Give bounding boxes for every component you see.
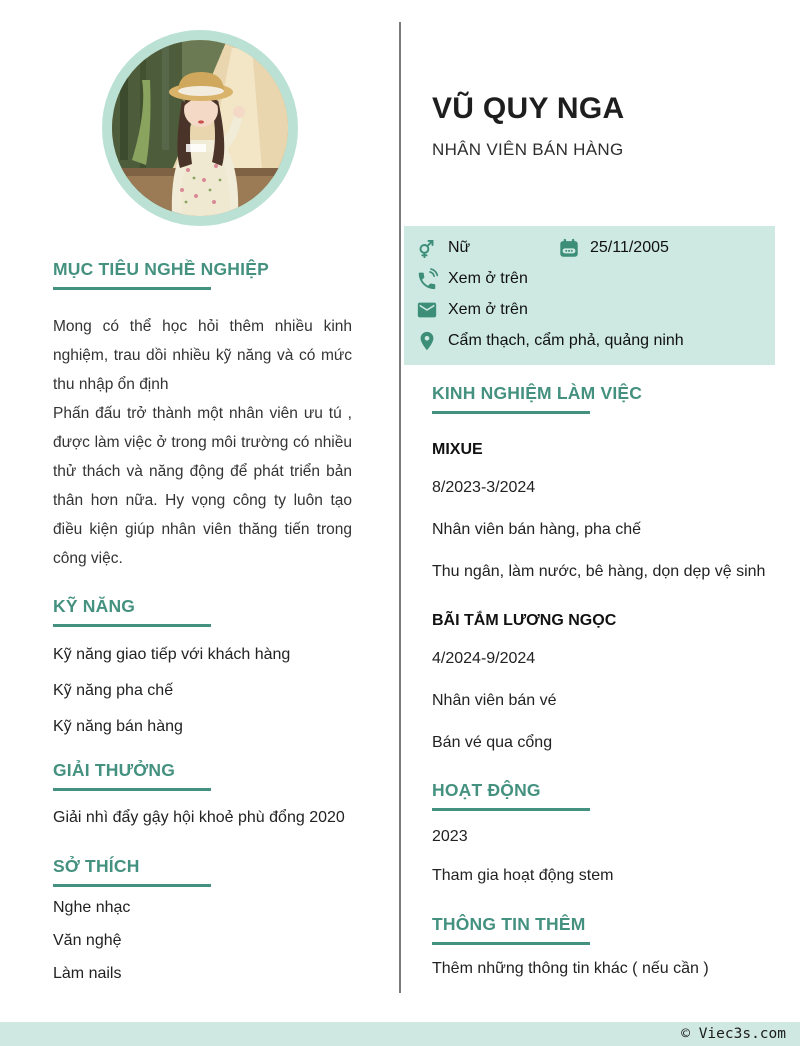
calendar-icon [558, 237, 580, 259]
contact-row-email [416, 299, 775, 321]
section-experience [432, 383, 776, 756]
contact-row-gender-dob [416, 237, 775, 259]
gender-value: Nữ [448, 239, 471, 256]
gender-icon [416, 237, 438, 259]
heading-underline [53, 287, 211, 290]
contact-row-phone [416, 268, 775, 290]
job-role: Nhân viên bán hàng, pha chế [432, 521, 642, 538]
heading-underline [53, 624, 211, 627]
hobby-item: Nghe nhạc [53, 899, 131, 916]
dob-value: 25/11/2005 [590, 239, 669, 256]
award-item: Giải nhì đẩy gậy hội khoẻ phù đổng 2020 [53, 809, 345, 826]
job-description: Bán vé qua cổng [432, 734, 553, 751]
candidate-name: VŨ QUY NGA [432, 92, 625, 125]
left-column [0, 0, 400, 986]
section-additional-info [432, 914, 776, 982]
job-description: Thu ngân, làm nước, bê hàng, dọn dẹp vệ sinh [432, 563, 766, 580]
candidate-title: NHÂN VIÊN BÁN HÀNG [432, 140, 624, 159]
job-role: Nhân viên bán vé [432, 692, 557, 709]
objective-paragraph: Mong có thể học hỏi thêm nhiều kinh nghiệm, trau dồi nhiều kỹ năng và có mức thu nhập ổn định [53, 318, 352, 393]
additional-info-description: Thêm những thông tin khác ( nếu cần ) [432, 960, 709, 977]
activity-year: 2023 [432, 828, 468, 845]
hobbies-heading: SỞ THÍCH [53, 856, 140, 876]
section-activities [432, 780, 776, 889]
heading-underline [53, 884, 211, 887]
right-column [400, 0, 800, 982]
profile-photo-illustration [112, 40, 288, 216]
skills-heading: KỸ NĂNG [53, 596, 136, 616]
objective-paragraph: Phấn đấu trở thành một nhân viên ưu tú , được làm việc ở trong môi trường có nhiều thử thách và năng động để phát triển bản thân hơn nữa. Hy vọng công ty luôn tạo điều kiện giúp nhân viên thăng tiến trong công việc. [53, 405, 352, 567]
job-period: 4/2024-9/2024 [432, 650, 536, 667]
contact-row-address [416, 330, 775, 352]
additional-info-heading: THÔNG TIN THÊM [432, 914, 586, 934]
section-awards [53, 760, 352, 831]
heading-underline [432, 808, 590, 811]
section-skills [53, 596, 352, 735]
job-period: 8/2023-3/2024 [432, 479, 536, 496]
email-value: Xem ở trên [448, 301, 528, 318]
phone-value: Xem ở trên [448, 270, 528, 287]
objective-heading: MỤC TIÊU NGHỀ NGHIỆP [53, 259, 269, 279]
site-credit: © Viec3s.com [681, 1026, 786, 1042]
job-company: MIXUE [432, 441, 483, 458]
location-pin-icon [416, 330, 438, 352]
contact-info-box [404, 226, 775, 365]
heading-underline [53, 788, 211, 791]
hobby-item: Văn nghệ [53, 932, 122, 949]
section-objective [53, 259, 352, 573]
profile-photo [102, 30, 298, 226]
footer-bar [0, 1022, 800, 1046]
activities-heading: HOẠT ĐỘNG [432, 780, 541, 800]
job-company: BÃI TẮM LƯƠNG NGỌC [432, 612, 617, 629]
experience-heading: KINH NGHIỆM LÀM VIỆC [432, 383, 643, 403]
activity-description: Tham gia hoạt động stem [432, 867, 614, 884]
section-hobbies [53, 856, 352, 986]
awards-heading: GIẢI THƯỞNG [53, 760, 176, 780]
skill-item: Kỹ năng pha chế [53, 682, 174, 699]
skill-item: Kỹ năng bán hàng [53, 718, 183, 735]
heading-underline [432, 942, 590, 945]
phone-icon [416, 268, 438, 290]
hobby-item: Làm nails [53, 965, 122, 982]
job-entry [432, 612, 776, 756]
skill-item: Kỹ năng giao tiếp với khách hàng [53, 646, 291, 663]
job-entry [432, 441, 776, 585]
heading-underline [432, 411, 590, 414]
mail-icon [416, 299, 438, 321]
address-value: Cẩm thạch, cẩm phả, quảng ninh [448, 332, 684, 349]
